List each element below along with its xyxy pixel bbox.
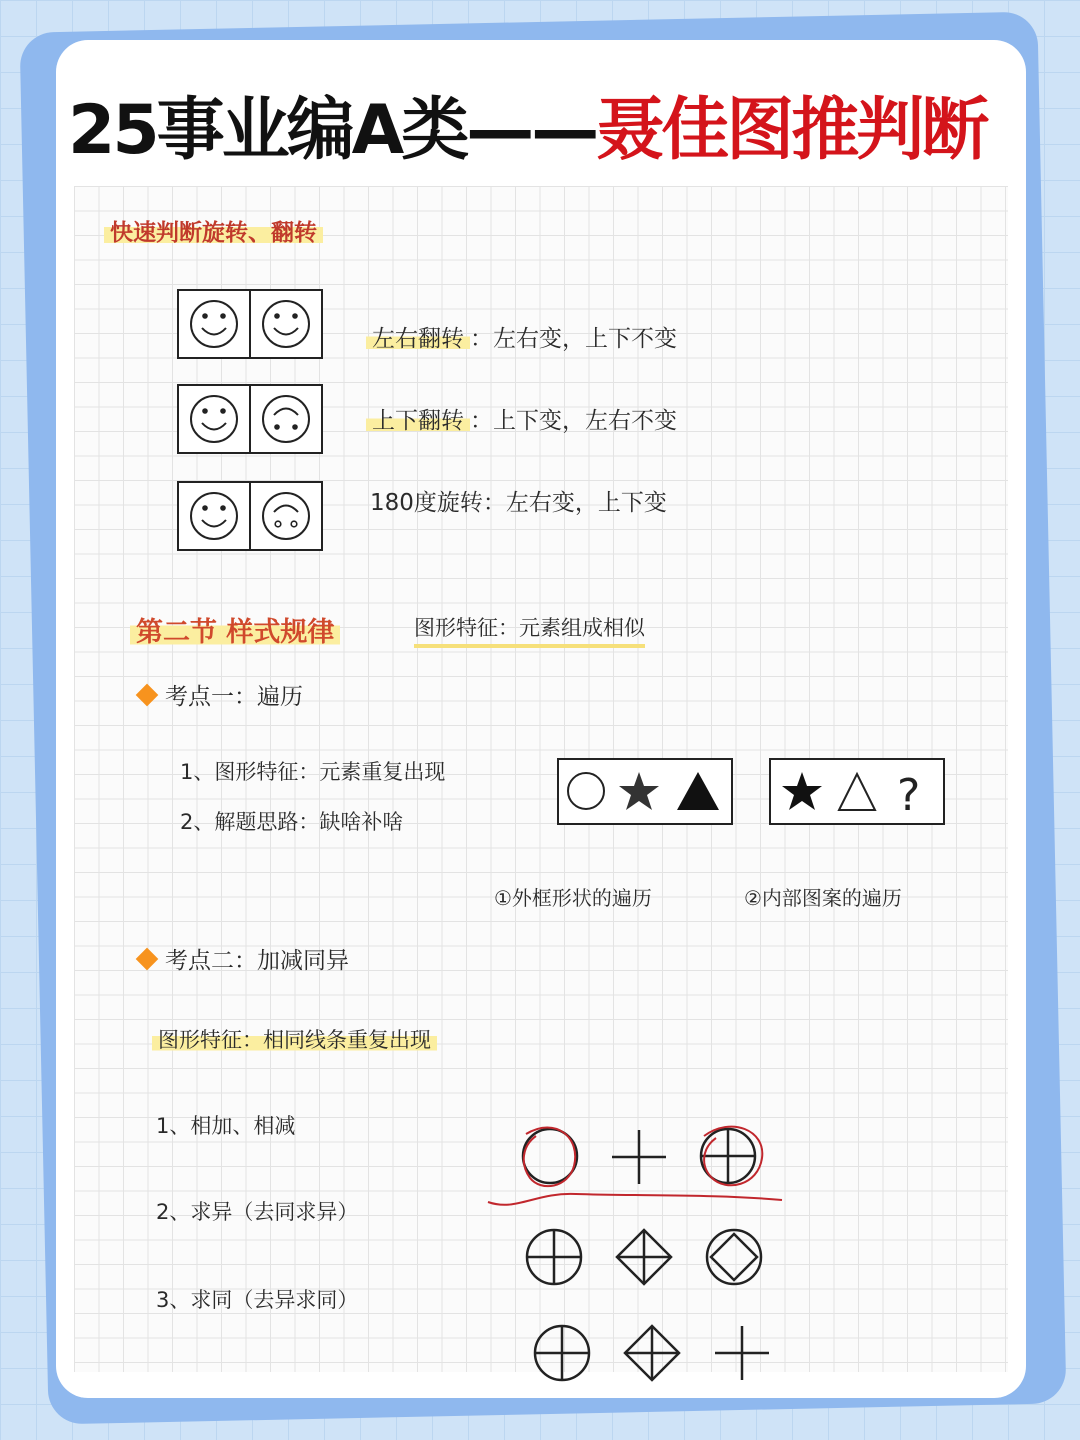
row2-label: 上下翻转 [366,408,470,434]
face-pair-rotate-180 [177,481,323,551]
page-title [68,88,986,174]
row1-label: 左右翻转 [366,326,470,352]
note-card [56,40,1026,1398]
row2-desc: ：上下变，左右不变 [470,408,677,434]
difference-figures [520,1222,780,1292]
point1-heading: 考点一：遍历 [165,684,303,710]
face-pair-flip-vertical [177,384,323,454]
add-subtract-figures [486,1108,796,1218]
point2-item-same: 3、求同（去异求同） [156,1288,359,1312]
point1-diamond-icon [136,684,159,707]
same-figures [528,1318,788,1388]
caption-inner-pattern: ②内部图案的遍历 [744,886,902,910]
face-pair-flip-horizontal [177,289,323,359]
question-mark: ? [897,770,921,821]
title-highlight: 聂佳图推判断 [596,91,987,170]
title-prefix: 25事业编A类—— [68,91,597,170]
caption-outer-frame: ①外框形状的遍历 [494,886,652,910]
row1-desc: ：左右变，上下不变 [470,326,677,352]
row2-text [366,402,677,435]
section1-heading: 快速判断旋转、翻转 [104,214,323,247]
point2-item-difference: 2、求异（去同求异） [156,1200,359,1224]
point2-feature: 图形特征：相同线条重复出现 [152,1024,437,1054]
point1-line1: 1、图形特征：元素重复出现 [180,760,446,784]
section2-feature: 图形特征：元素组成相似 [414,612,645,648]
section2-heading: 第二节 样式规律 [130,610,340,649]
point1-line2: 2、解题思路：缺啥补啥 [180,810,404,834]
row3-desc: ：左右变，上下变 [482,490,667,516]
row3-label: 180度旋转 [370,490,483,516]
row3-text [370,484,667,517]
point2-diamond-icon [136,948,159,971]
point2-heading: 考点二：加减同异 [165,948,349,974]
row1-text [366,320,677,353]
traversal-box-1 [557,758,733,826]
traversal-box-2 [769,758,945,826]
grid-paper [74,186,1008,1372]
point2-item-add-subtract: 1、相加、相减 [156,1114,296,1138]
